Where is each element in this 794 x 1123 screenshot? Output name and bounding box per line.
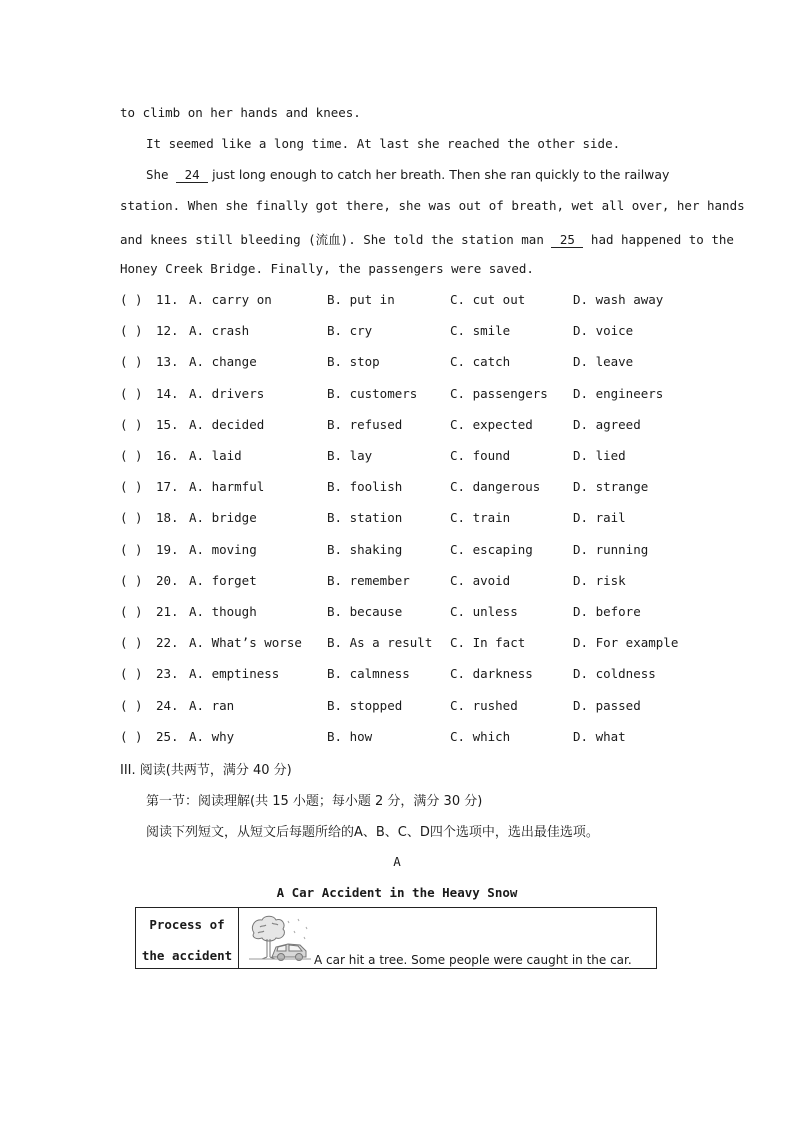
table-description: A car hit a tree. Some people were caught in the car. — [314, 953, 632, 967]
answer-bracket[interactable]: ( ) — [120, 385, 143, 401]
option-c: C. rushed — [450, 697, 518, 713]
option-b: B. shaking — [327, 541, 403, 557]
passage-line: It seemed like a long time. At last she reached the other side. — [146, 136, 621, 151]
answer-bracket[interactable]: ( ) — [120, 604, 143, 619]
option-d: D. passed — [573, 697, 641, 713]
option-c: C. smile — [450, 323, 511, 339]
option-d: D. risk — [573, 572, 626, 588]
answer-bracket[interactable]: ( ) — [120, 572, 143, 588]
option-a: A. decided — [189, 416, 265, 432]
option-a: A. forget — [189, 572, 257, 588]
section-instruction: 阅读下列短文，从短文后每题所给的A、B、C、D四个选项中，选出最佳选项。 — [146, 825, 599, 840]
option-d: D. wash away — [573, 292, 664, 307]
option-c: C. cut out — [450, 292, 526, 307]
question-number: 15. — [156, 416, 179, 432]
passage-line: station. When she finally got there, she was out of breath, wet all over, her hands — [120, 198, 745, 213]
blank-24: 24 — [176, 167, 208, 183]
option-c: C. which — [450, 728, 511, 744]
answer-bracket[interactable]: ( ) — [120, 354, 143, 370]
passage-line: Honey Creek Bridge. Finally, the passengers were saved. — [120, 261, 534, 276]
option-c: C. found — [450, 448, 511, 463]
passage-letter: A — [393, 854, 401, 869]
answer-bracket[interactable]: ( ) — [120, 479, 143, 495]
option-b: B. refused — [327, 416, 403, 432]
option-d: D. lied — [573, 448, 626, 463]
answer-bracket[interactable]: ( ) — [120, 416, 143, 432]
option-b: B. put in — [327, 292, 395, 307]
section-subheading: 第一节：阅读理解(共 15 小题；每小题 2 分，满分 30 分) — [146, 794, 483, 809]
passage-text: just long enough to catch her breath. Then she ran quickly to the railway — [208, 167, 670, 182]
question-number: 24. — [156, 697, 179, 713]
option-b: B. station — [327, 510, 403, 526]
option-d: D. what — [573, 728, 626, 744]
option-c: C. catch — [450, 354, 511, 370]
answer-bracket[interactable]: ( ) — [120, 448, 143, 463]
answer-bracket[interactable]: ( ) — [120, 635, 143, 651]
option-c: C. unless — [450, 604, 518, 619]
passage-text: had happened to the — [583, 232, 734, 247]
option-c: C. train — [450, 510, 511, 526]
option-d: D. running — [573, 541, 649, 557]
option-c: C. dangerous — [450, 479, 541, 495]
question-number: 19. — [156, 541, 179, 557]
question-number: 25. — [156, 728, 179, 744]
option-b: B. calmness — [327, 666, 410, 682]
section-heading: III. 阅读(共两节，满分 40 分) — [120, 763, 292, 778]
option-b: B. As a result — [327, 635, 433, 651]
option-c: C. darkness — [450, 666, 533, 682]
answer-bracket[interactable]: ( ) — [120, 697, 143, 713]
question-number: 13. — [156, 354, 179, 370]
option-a: A. moving — [189, 541, 257, 557]
option-b: B. how — [327, 728, 373, 744]
question-number: 20. — [156, 572, 179, 588]
option-c: C. avoid — [450, 572, 511, 588]
answer-bracket[interactable]: ( ) — [120, 541, 143, 557]
option-a: A. ran — [189, 697, 235, 713]
option-d: D. voice — [573, 323, 634, 339]
answer-bracket[interactable]: ( ) — [120, 292, 143, 307]
option-a: A. carry on — [189, 292, 272, 307]
question-number: 18. — [156, 510, 179, 526]
option-d: D. rail — [573, 510, 626, 526]
table-header-line: the accident — [141, 948, 233, 963]
answer-bracket[interactable]: ( ) — [120, 510, 143, 526]
option-a: A. bridge — [189, 510, 257, 526]
question-number: 11. — [156, 292, 179, 307]
option-d: D. agreed — [573, 416, 641, 432]
option-d: D. leave — [573, 354, 634, 370]
option-b: B. foolish — [327, 479, 403, 495]
question-number: 12. — [156, 323, 179, 339]
answer-bracket[interactable]: ( ) — [120, 666, 143, 682]
option-a: A. change — [189, 354, 257, 370]
passage-line — [120, 230, 734, 248]
question-number: 21. — [156, 604, 179, 619]
option-a: A. emptiness — [189, 666, 280, 682]
question-number: 22. — [156, 635, 179, 651]
answer-bracket[interactable]: ( ) — [120, 728, 143, 744]
answer-bracket[interactable]: ( ) — [120, 323, 143, 339]
option-a: A. What’s worse — [189, 635, 302, 651]
option-d: D. before — [573, 604, 641, 619]
passage-text: and knees still bleeding (流血). She told the station man — [120, 232, 552, 247]
table-header-line: Process of — [149, 917, 225, 932]
car-crash-tree-illustration-icon — [248, 913, 312, 961]
table-divider — [238, 908, 239, 968]
option-c: C. escaping — [450, 541, 533, 557]
passage-text: She — [146, 167, 177, 182]
question-number: 17. — [156, 479, 179, 495]
question-number: 23. — [156, 666, 179, 682]
option-a: A. though — [189, 604, 257, 619]
passage-line — [146, 167, 669, 183]
option-b: B. stopped — [327, 697, 403, 713]
option-d: D. strange — [573, 479, 649, 495]
option-b: B. stop — [327, 354, 380, 370]
option-a: A. crash — [189, 323, 250, 339]
blank-25: 25 — [551, 232, 583, 248]
option-b: B. remember — [327, 572, 410, 588]
question-number: 16. — [156, 448, 179, 463]
option-c: C. passengers — [450, 385, 548, 401]
option-b: B. customers — [327, 385, 418, 401]
option-d: D. engineers — [573, 385, 664, 401]
accident-table — [135, 907, 657, 969]
option-a: A. laid — [189, 448, 242, 463]
option-c: C. In fact — [450, 635, 526, 651]
option-a: A. harmful — [189, 479, 265, 495]
option-b: B. cry — [327, 323, 373, 339]
option-b: B. lay — [327, 448, 373, 463]
option-d: D. coldness — [573, 666, 656, 682]
option-a: A. why — [189, 728, 235, 744]
option-c: C. expected — [450, 416, 533, 432]
option-b: B. because — [327, 604, 403, 619]
question-number: 14. — [156, 385, 179, 401]
option-d: D. For example — [573, 635, 679, 651]
passage-line: to climb on her hands and knees. — [120, 105, 361, 120]
option-a: A. drivers — [189, 385, 265, 401]
passage-title: A Car Accident in the Heavy Snow — [276, 885, 518, 900]
